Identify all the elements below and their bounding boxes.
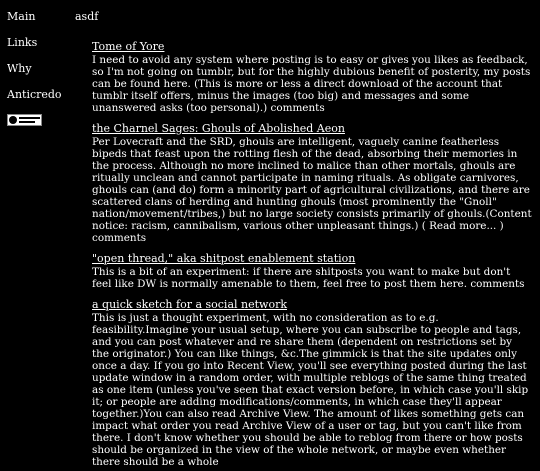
- sidebar-nav: [7, 10, 85, 126]
- post-title-link[interactable]: a quick sketch for a social network: [92, 298, 288, 311]
- read-more-link[interactable]: ( Read more... ): [421, 220, 504, 232]
- comments-link[interactable]: comments: [92, 232, 147, 244]
- post-body-text: Per Lovecraft and the SRD, ghouls are intelligent, vaguely canine featherless bipeds that feast upon the rotting flesh of the dead, absorbing their memories in the process. Although no more inclined to malice than other mortals, ghouls are ritually unclean and cannot participate in naming rituals. As obligate carnivores, ghouls can (and do) form a minority part of agricultural civilizations, and there are scattered clans of herding and hunting ghouls (most prominently the "Gnoll" nation/movement/tribes,) but no large society consists primarily of ghouls.(Content notice: racism, cannibalism, various other unpleasant things.): [92, 136, 532, 232]
- sidebar-item-links[interactable]: Links: [7, 36, 38, 49]
- post-body: [92, 266, 532, 290]
- post-title-link[interactable]: the Charnel Sages: Ghouls of Abolished Aeon: [92, 122, 345, 135]
- post-body-text: This is a bit of an experiment: if there are shitposts you want to make but don't feel like DW is normally amenable to them, feel free to post them here.: [92, 266, 511, 290]
- post-body-text: This is just a thought experiment, with no consideration as to e.g. feasibility.Imagine your usual setup, where you can subscribe to people and tags, and you can post whatever and re share them (dependent on restrictions set by the originator.) You can like things, &c.The gimmick is that the site updates only once a day. If you go into Recent View, you'll see everything posted during the last update window in a random order, with multiple reblogs of the same thing treated as one item (unless you've seen that exact version before, in which case you'll skip it; or people are adding modifications/comments, in which case they'll appear together.)You can also read Archive View. The amount of likes something gets can impact what order you read Archive View of a user or tag, but you can't like from there. I don't know whether you should be able to reblog from there or how posts should be organized in the view of the whole network, or maybe even whether there should be a whole: [92, 312, 529, 468]
- sidebar-item-anticredo[interactable]: Anticredo: [7, 88, 62, 101]
- post-body-text: I need to avoid any system where posting is to easy or gives you likes as feedback, so I'm not going on tumblr, but for the highly dubious benefit of posterity, my posts can be found here. (This is more or less a direct download of the account that tumblr itself offers, minus the images (too big) and messages and some unanswered asks (too personal).): [92, 54, 531, 114]
- sidebar-item-main[interactable]: Main: [7, 10, 36, 23]
- creative-commons-badge[interactable]: [7, 114, 42, 126]
- post-body: [92, 54, 532, 114]
- post-title-link[interactable]: "open thread," aka shitpost enablement station: [92, 252, 356, 265]
- post-entry: [92, 293, 532, 468]
- sidebar-item-why[interactable]: Why: [7, 62, 32, 75]
- badge-text-line: [19, 117, 40, 119]
- post-entry: [92, 35, 532, 114]
- site-title: asdf: [75, 10, 99, 23]
- post-body: [92, 312, 532, 468]
- post-list: [92, 35, 532, 471]
- cc-icon: [9, 116, 17, 124]
- comments-link[interactable]: comments: [470, 278, 525, 290]
- post-body: [92, 136, 532, 244]
- badge-text-line: [19, 121, 35, 123]
- comments-link[interactable]: comments: [270, 102, 325, 114]
- post-title-link[interactable]: Tome of Yore: [92, 40, 165, 53]
- post-entry: [92, 247, 532, 290]
- post-entry: [92, 117, 532, 244]
